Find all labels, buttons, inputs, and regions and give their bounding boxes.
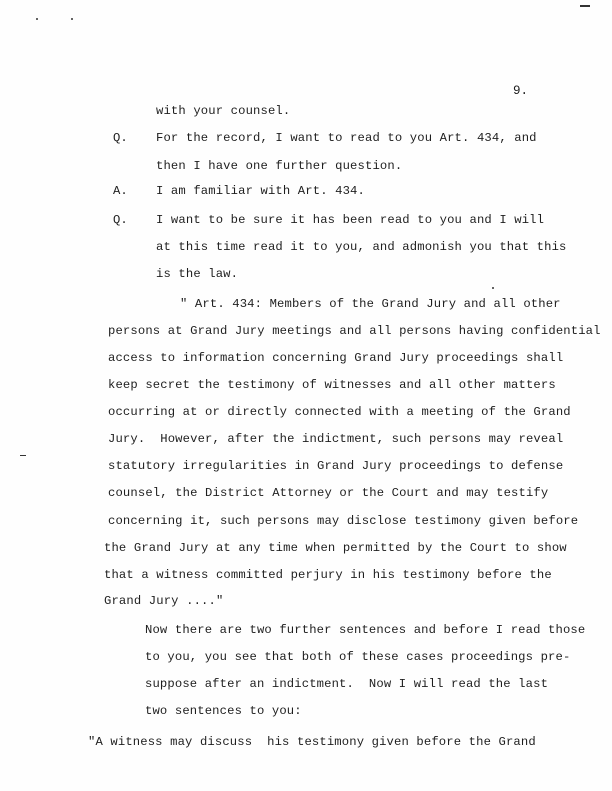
- quoted-statute-line: occurring at or directly connected with a meeting of the Grand: [108, 405, 571, 419]
- page-number: 9.: [513, 84, 529, 98]
- quoted-statute-line: access to information concerning Grand Jury proceedings shall: [108, 351, 564, 365]
- speaker-label-a: A.: [113, 184, 128, 198]
- transcript-line: I want to be sure it has been read to you and I will: [156, 213, 545, 227]
- quoted-statute-line: that a witness committed perjury in his testimony before the: [104, 568, 552, 582]
- quoted-statute-line: concerning it, such persons may disclose testimony given before: [108, 514, 579, 528]
- transcript-line: to you, you see that both of these cases proceedings pre-: [145, 650, 571, 664]
- quoted-statute-line: counsel, the District Attorney or the Court and may testify: [108, 486, 549, 500]
- transcript-line: is the law.: [156, 267, 239, 281]
- quoted-statute-line: persons at Grand Jury meetings and all persons having confidential: [108, 324, 601, 338]
- transcript-line: two sentences to you:: [145, 704, 302, 718]
- transcript-line: suppose after an indictment. Now I will read the last: [145, 677, 549, 691]
- transcript-line: then I have one further question.: [156, 159, 403, 173]
- transcript-line: at this time read it to you, and admonish you that this: [156, 240, 567, 254]
- quoted-statute-line: Grand Jury ....": [104, 594, 224, 608]
- quoted-statute-line: the Grand Jury at any time when permitted by the Court to show: [104, 541, 567, 555]
- quoted-statute-line: "A witness may discuss his testimony given before the Grand: [88, 735, 536, 749]
- scan-speck: [492, 287, 494, 289]
- quoted-statute-line: Jury. However, after the indictment, such persons may reveal: [108, 432, 564, 446]
- quoted-statute-line: " Art. 434: Members of the Grand Jury and all other: [180, 297, 561, 311]
- transcript-line: For the record, I want to read to you Art. 434, and: [156, 131, 537, 145]
- scan-speck: [20, 455, 26, 456]
- transcript-line: with your counsel.: [156, 104, 291, 118]
- scan-speck: [580, 5, 590, 7]
- speaker-label-q: Q.: [113, 213, 128, 227]
- quoted-statute-line: statutory irregularities in Grand Jury proceedings to defense: [108, 459, 564, 473]
- transcript-line: Now there are two further sentences and before I read those: [145, 623, 586, 637]
- quoted-statute-line: keep secret the testimony of witnesses and all other matters: [108, 378, 556, 392]
- transcript-line: I am familiar with Art. 434.: [156, 184, 365, 198]
- scan-speck: [71, 18, 73, 20]
- scan-speck: [36, 18, 38, 20]
- speaker-label-q: Q.: [113, 131, 128, 145]
